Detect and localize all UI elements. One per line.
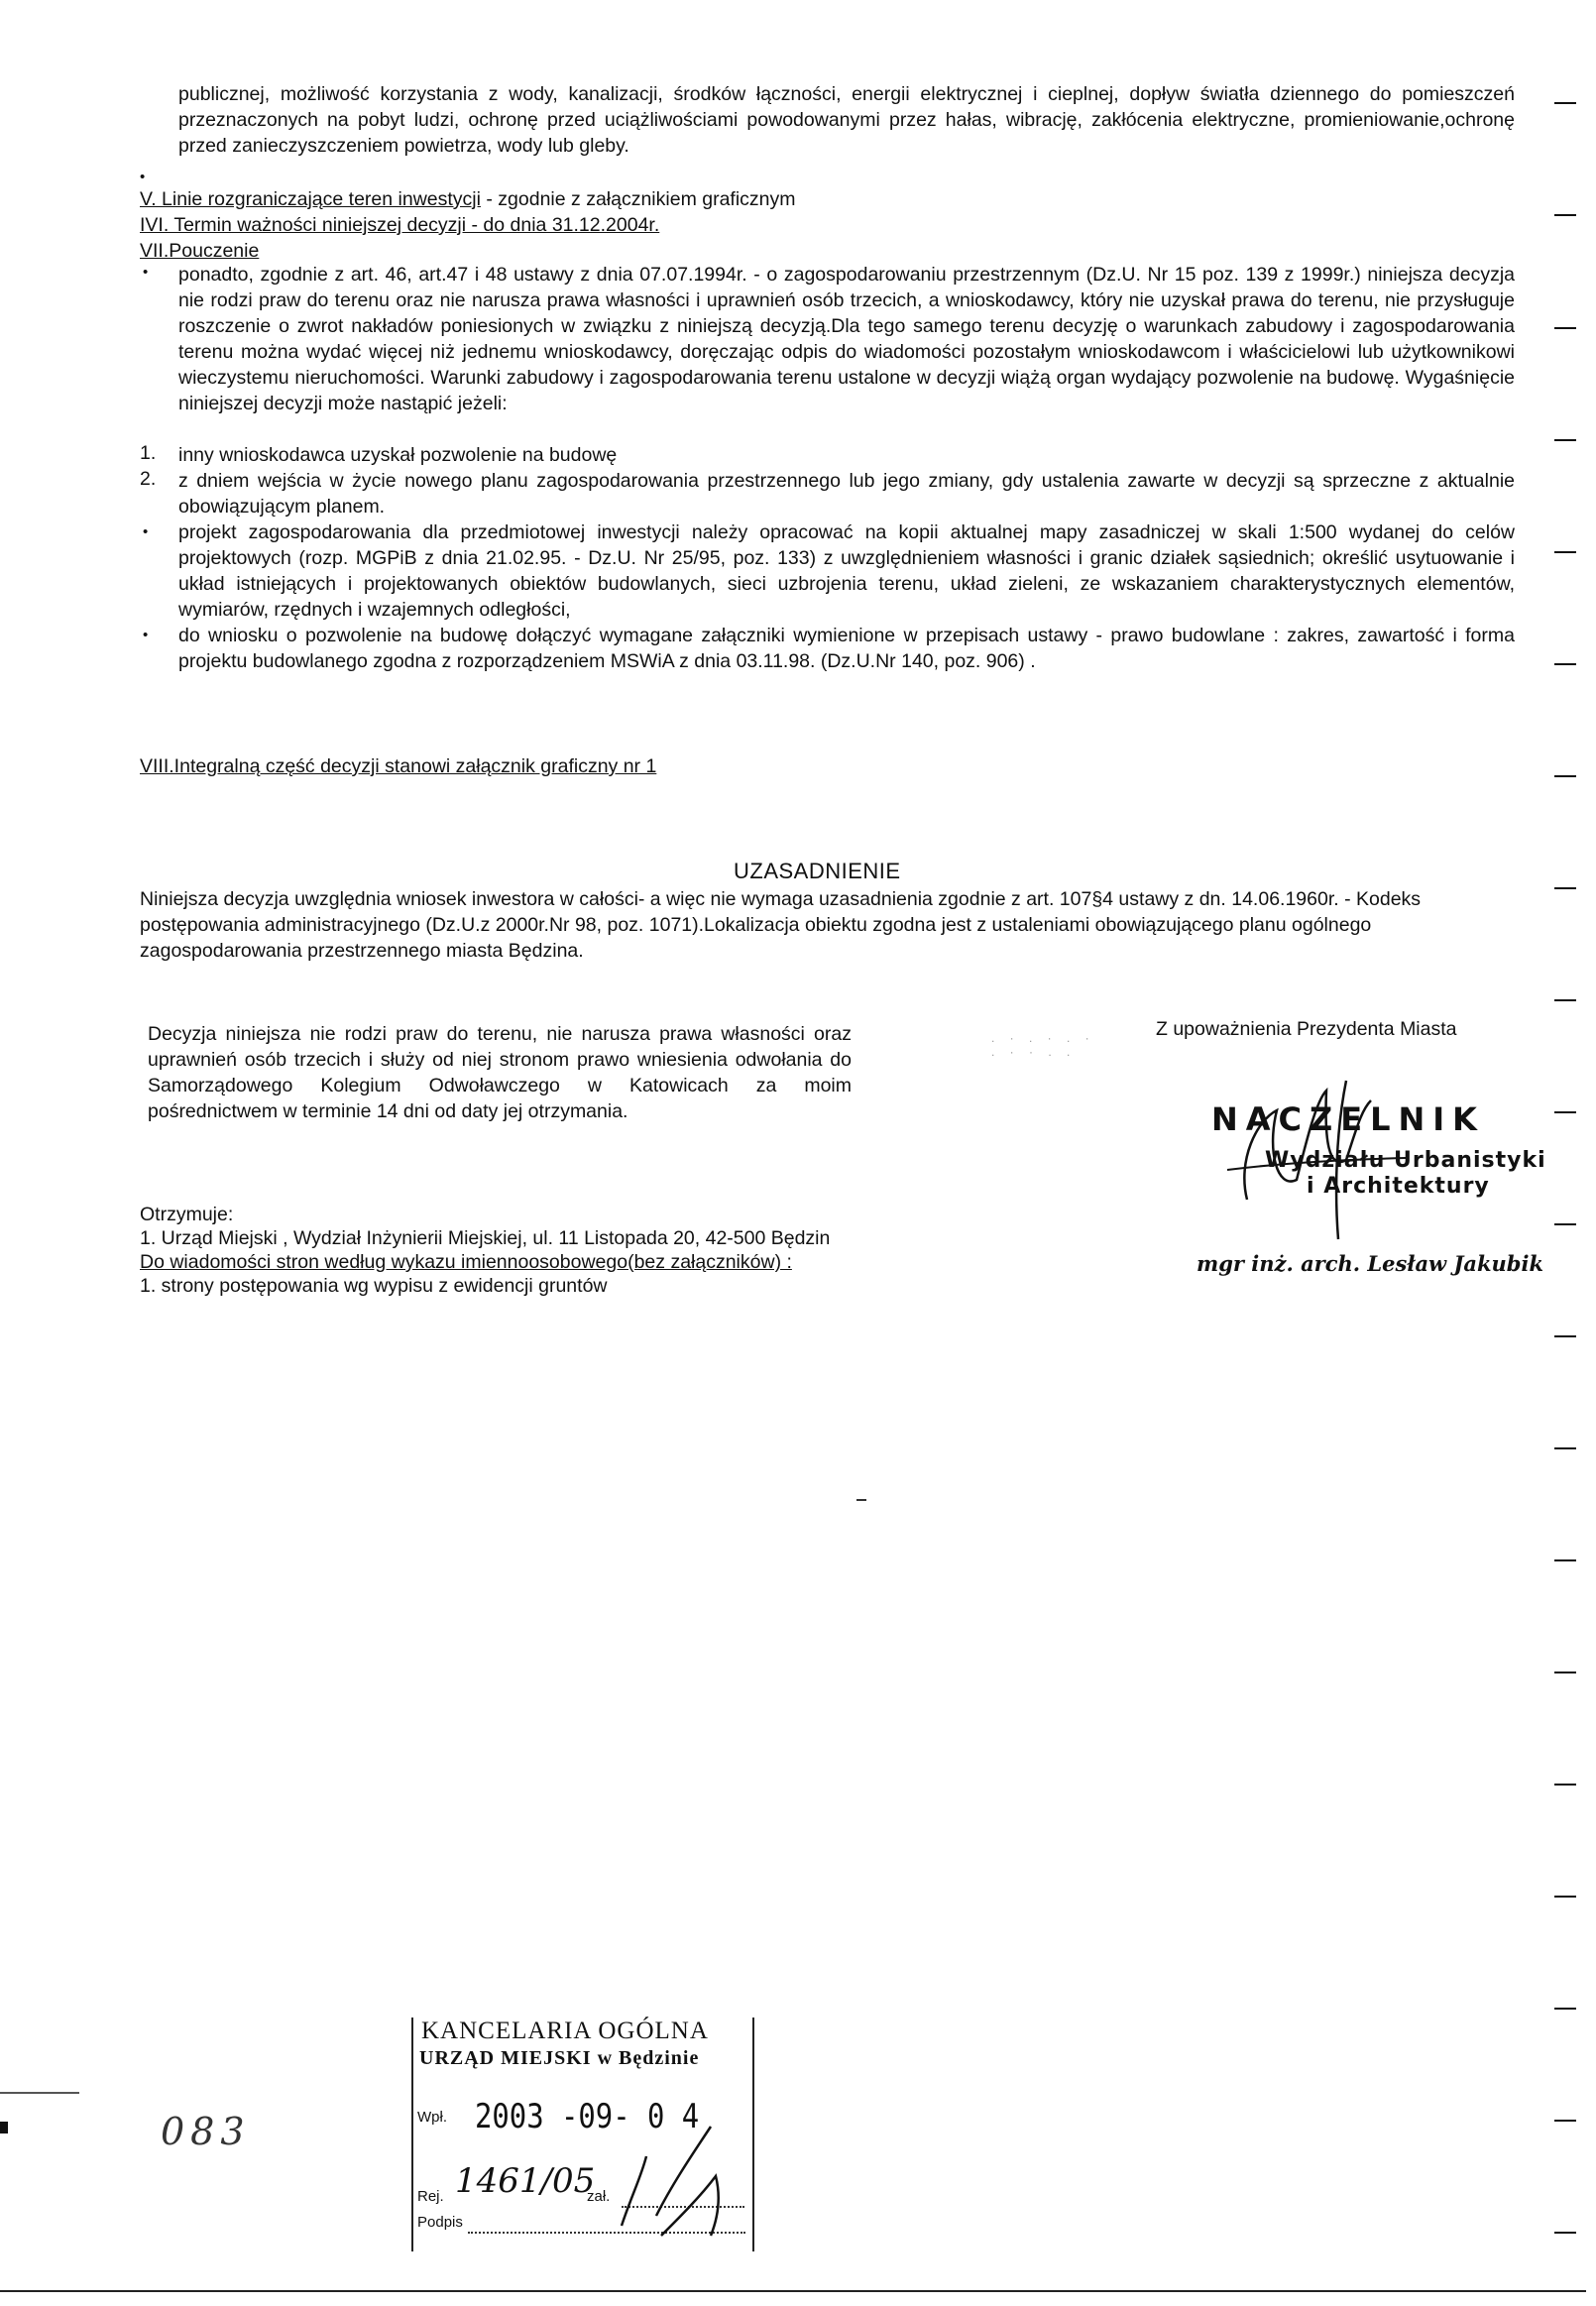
edge-mark: [1554, 2232, 1576, 2234]
registry-podpis-label: Podpis: [417, 2214, 463, 2231]
edge-mark: [1554, 663, 1576, 665]
section-v-rest: - zgodnie z załącznikiem graficznym: [480, 188, 796, 210]
edge-mark: [1554, 1559, 1576, 1561]
registry-zal-label: zał.: [587, 2188, 611, 2205]
registry-wpl-label: Wpł.: [417, 2109, 447, 2126]
bullet-mark: •: [143, 264, 149, 281]
registry-stamp-line1: KANCELARIA OGÓLNA: [421, 2018, 709, 2044]
registry-signature: [602, 2117, 750, 2246]
registry-date: 2003 -09- 0 4: [475, 2097, 700, 2136]
stamp-dept-2: i Architektury: [1307, 1174, 1490, 1199]
registry-rej-label: Rej.: [417, 2188, 444, 2205]
list-number: 1.: [140, 442, 157, 464]
do-wiadomosci: Do wiadomości stron według wykazu imiennoosobowego(bez załączników) :: [140, 1251, 792, 1273]
edge-mark: [1554, 1784, 1576, 1786]
uzasadnienie-text: Niniejsza decyzja uwzględnia wniosek inwestora w całości- a więc nie wymaga uzasadnienia zgodnie z art. 107§4 ustawy z dn. 14.06.1960r. - Kodeks postępowania administracyjnego (Dz.U.z 2000r.Nr 98, poz. 1071).Lokalizacja obiektu zgodna jest z ustaleniami obowiązującego planu ogólnego zagospodarowania przestrzennego miasta Będzina.: [140, 888, 1422, 962]
edge-mark: [1554, 551, 1576, 553]
list-item-2: z dniem wejścia w życie nowego planu zagospodarowania przestrzennego lub jego zmiany, gdy ustalenia zawarte w decyzji są sprzeczne z aktualnie obowiązującym planem.: [178, 470, 1515, 518]
authorization-text: Z upoważnienia Prezydenta Miasta: [1156, 1018, 1457, 1040]
edge-mark: [1554, 1335, 1576, 1337]
edge-mark: [1554, 1223, 1576, 1225]
edge-mark: [1554, 1111, 1576, 1113]
scan-mark: [0, 2122, 8, 2133]
list-item-1: inny wnioskodawca uzyskał pozwolenie na budowę: [178, 444, 618, 466]
pouczenie-main: ponadto, zgodnie z art. 46, art.47 i 48 ustawy z dnia 07.07.1994r. - o zagospodarowaniu przestrzennym (Dz.U. Nr 15 poz. 139 z 1999r.) niniejsza decyzja nie rodzi praw do terenu oraz nie narusza prawa własności i uprawnień osób trzecich, a wnioskodawcy, który nie uzyskał prawa do terenu, nie przysługuje roszczenie o zwrot nakładów poniesionych w związku z niniejszą decyzją.Dla tego samego terenu decyzję o warunkach zabudowy i zagospodarowania terenu można wydać więcej niż jednemu wnioskodawcy, doręczając odpis do wiadomości pozostałym wnioskodawcom i właścicielowi lub użytkownikowi wieczystemu nieruchomości. Warunki zabudowy i zagospodarowania terenu ustalone w decyzji wiążą organ wydający pozwolenie na budowę. Wygaśnięcie niniejszej decyzji może nastąpić jeżeli:: [178, 264, 1515, 414]
stamp-dots: . · . · . · . · · . .: [991, 1031, 1095, 1059]
otrzymuje-item-1: 1. Urząd Miejski , Wydział Inżynierii Miejskiej, ul. 11 Listopada 20, 42-500 Będzin: [140, 1227, 831, 1249]
top-paragraph: publicznej, możliwość korzystania z wody, kanalizacji, środków łączności, energii elektrycznej i cieplnej, dopływ światła dziennego do pomieszczeń przeznaczonych na pobyt ludzi, ochronę przed uciążliwościami powodowanymi przez hałas, wibrację, zakłócenia elektryczne, promieniowanie,ochronę przed zanieczyszczeniem powietrza, wody lub gleby.: [178, 83, 1515, 157]
registry-stamp: [411, 2018, 754, 2251]
otrzymuje-label: Otrzymuje:: [140, 1204, 234, 1225]
edge-mark: [1554, 439, 1576, 441]
list-number: 2.: [140, 468, 157, 490]
stamp-title-text: NACZELNIK: [1211, 1100, 1485, 1138]
stray-mark: [856, 1499, 866, 1501]
scan-mark: [0, 2092, 79, 2094]
stamp-name: mgr inż. arch. Lesław Jakubik: [1197, 1251, 1544, 1276]
edge-mark: [1554, 1896, 1576, 1898]
edge-mark: [1554, 1447, 1576, 1449]
stamp-dept-1: Wydziału Urbanistyki: [1265, 1148, 1546, 1173]
registry-stamp-line2: URZĄD MIEJSKI w Będzinie: [419, 2047, 700, 2069]
section-v: [140, 186, 796, 212]
bullet-mark: •: [143, 523, 149, 540]
bottom-rule: [0, 2290, 1586, 2292]
edge-mark: [1554, 2008, 1576, 2010]
edge-mark: [1554, 775, 1576, 777]
edge-mark: [1554, 887, 1576, 889]
section-vi: IVI. Termin ważności niniejszej decyzji - do dnia 31.12.2004r.: [140, 214, 660, 236]
section-vii: VII.Pouczenie: [140, 240, 260, 262]
bullet-projekt: projekt zagospodarowania dla przedmiotowej inwestycji należy opracować na kopii aktualnej mapy zasadniczej w skali 1:500 wydanej do celów projektowych (rozp. MGPiB z dnia 21.02.95. - Dz.U. Nr 25/95, poz. 133) z uwzględnieniem własności i granic działek sąsiednich; określić usytuowanie i układ istniejących i projektowanych obiektów budowlanych, sieci uzbrojenia terenu, układ zieleni, ze wskazaniem charakterystycznych elementów, wymiarów, rzędnych i wzajemnych odległości,: [178, 521, 1515, 621]
appeal-text: Decyzja niniejsza nie rodzi praw do terenu, nie narusza prawa własności oraz uprawnień osób trzecich i służy od niej stronom prawo wniesienia odwołania do Samorządowego Kolegium Odwoławczego w Katowicach za moim pośrednictwem w terminie 14 dni od daty jej otrzymania.: [148, 1023, 852, 1122]
do-wiadomosci-item-1: 1. strony postępowania wg wypisu z ewidencji gruntów: [140, 1275, 608, 1297]
bullet-wniosek: do wniosku o pozwolenie na budowę dołączyć wymagane załączniki wymienione w przepisach ustawy - prawo budowlane : zakres, zawartość i forma projektu budowlanego zgodna z rozporządzeniem MSWiA z dnia 03.11.98. (Dz.U.Nr 140, poz. 906) .: [178, 625, 1515, 672]
registry-rej-value: 1461/05: [455, 2161, 596, 2201]
section-v-title: V. Linie rozgraniczające teren inwestycji: [140, 188, 481, 210]
edge-mark: [1554, 214, 1576, 216]
edge-mark: [1554, 327, 1576, 329]
edge-mark: [1554, 1672, 1576, 1673]
edge-mark: [1554, 999, 1576, 1001]
bullet-mark: •: [143, 627, 149, 643]
section-viii: VIII.Integralną część decyzji stanowi załącznik graficzny nr 1: [140, 755, 657, 777]
edge-mark: [1554, 2120, 1576, 2122]
page-number: 083: [161, 2110, 251, 2153]
signature-drawing: [1207, 1041, 1435, 1259]
bullet-mark: •: [140, 169, 146, 185]
edge-mark: [1554, 102, 1576, 104]
uzasadnienie-title: UZASADNIENIE: [734, 859, 901, 883]
